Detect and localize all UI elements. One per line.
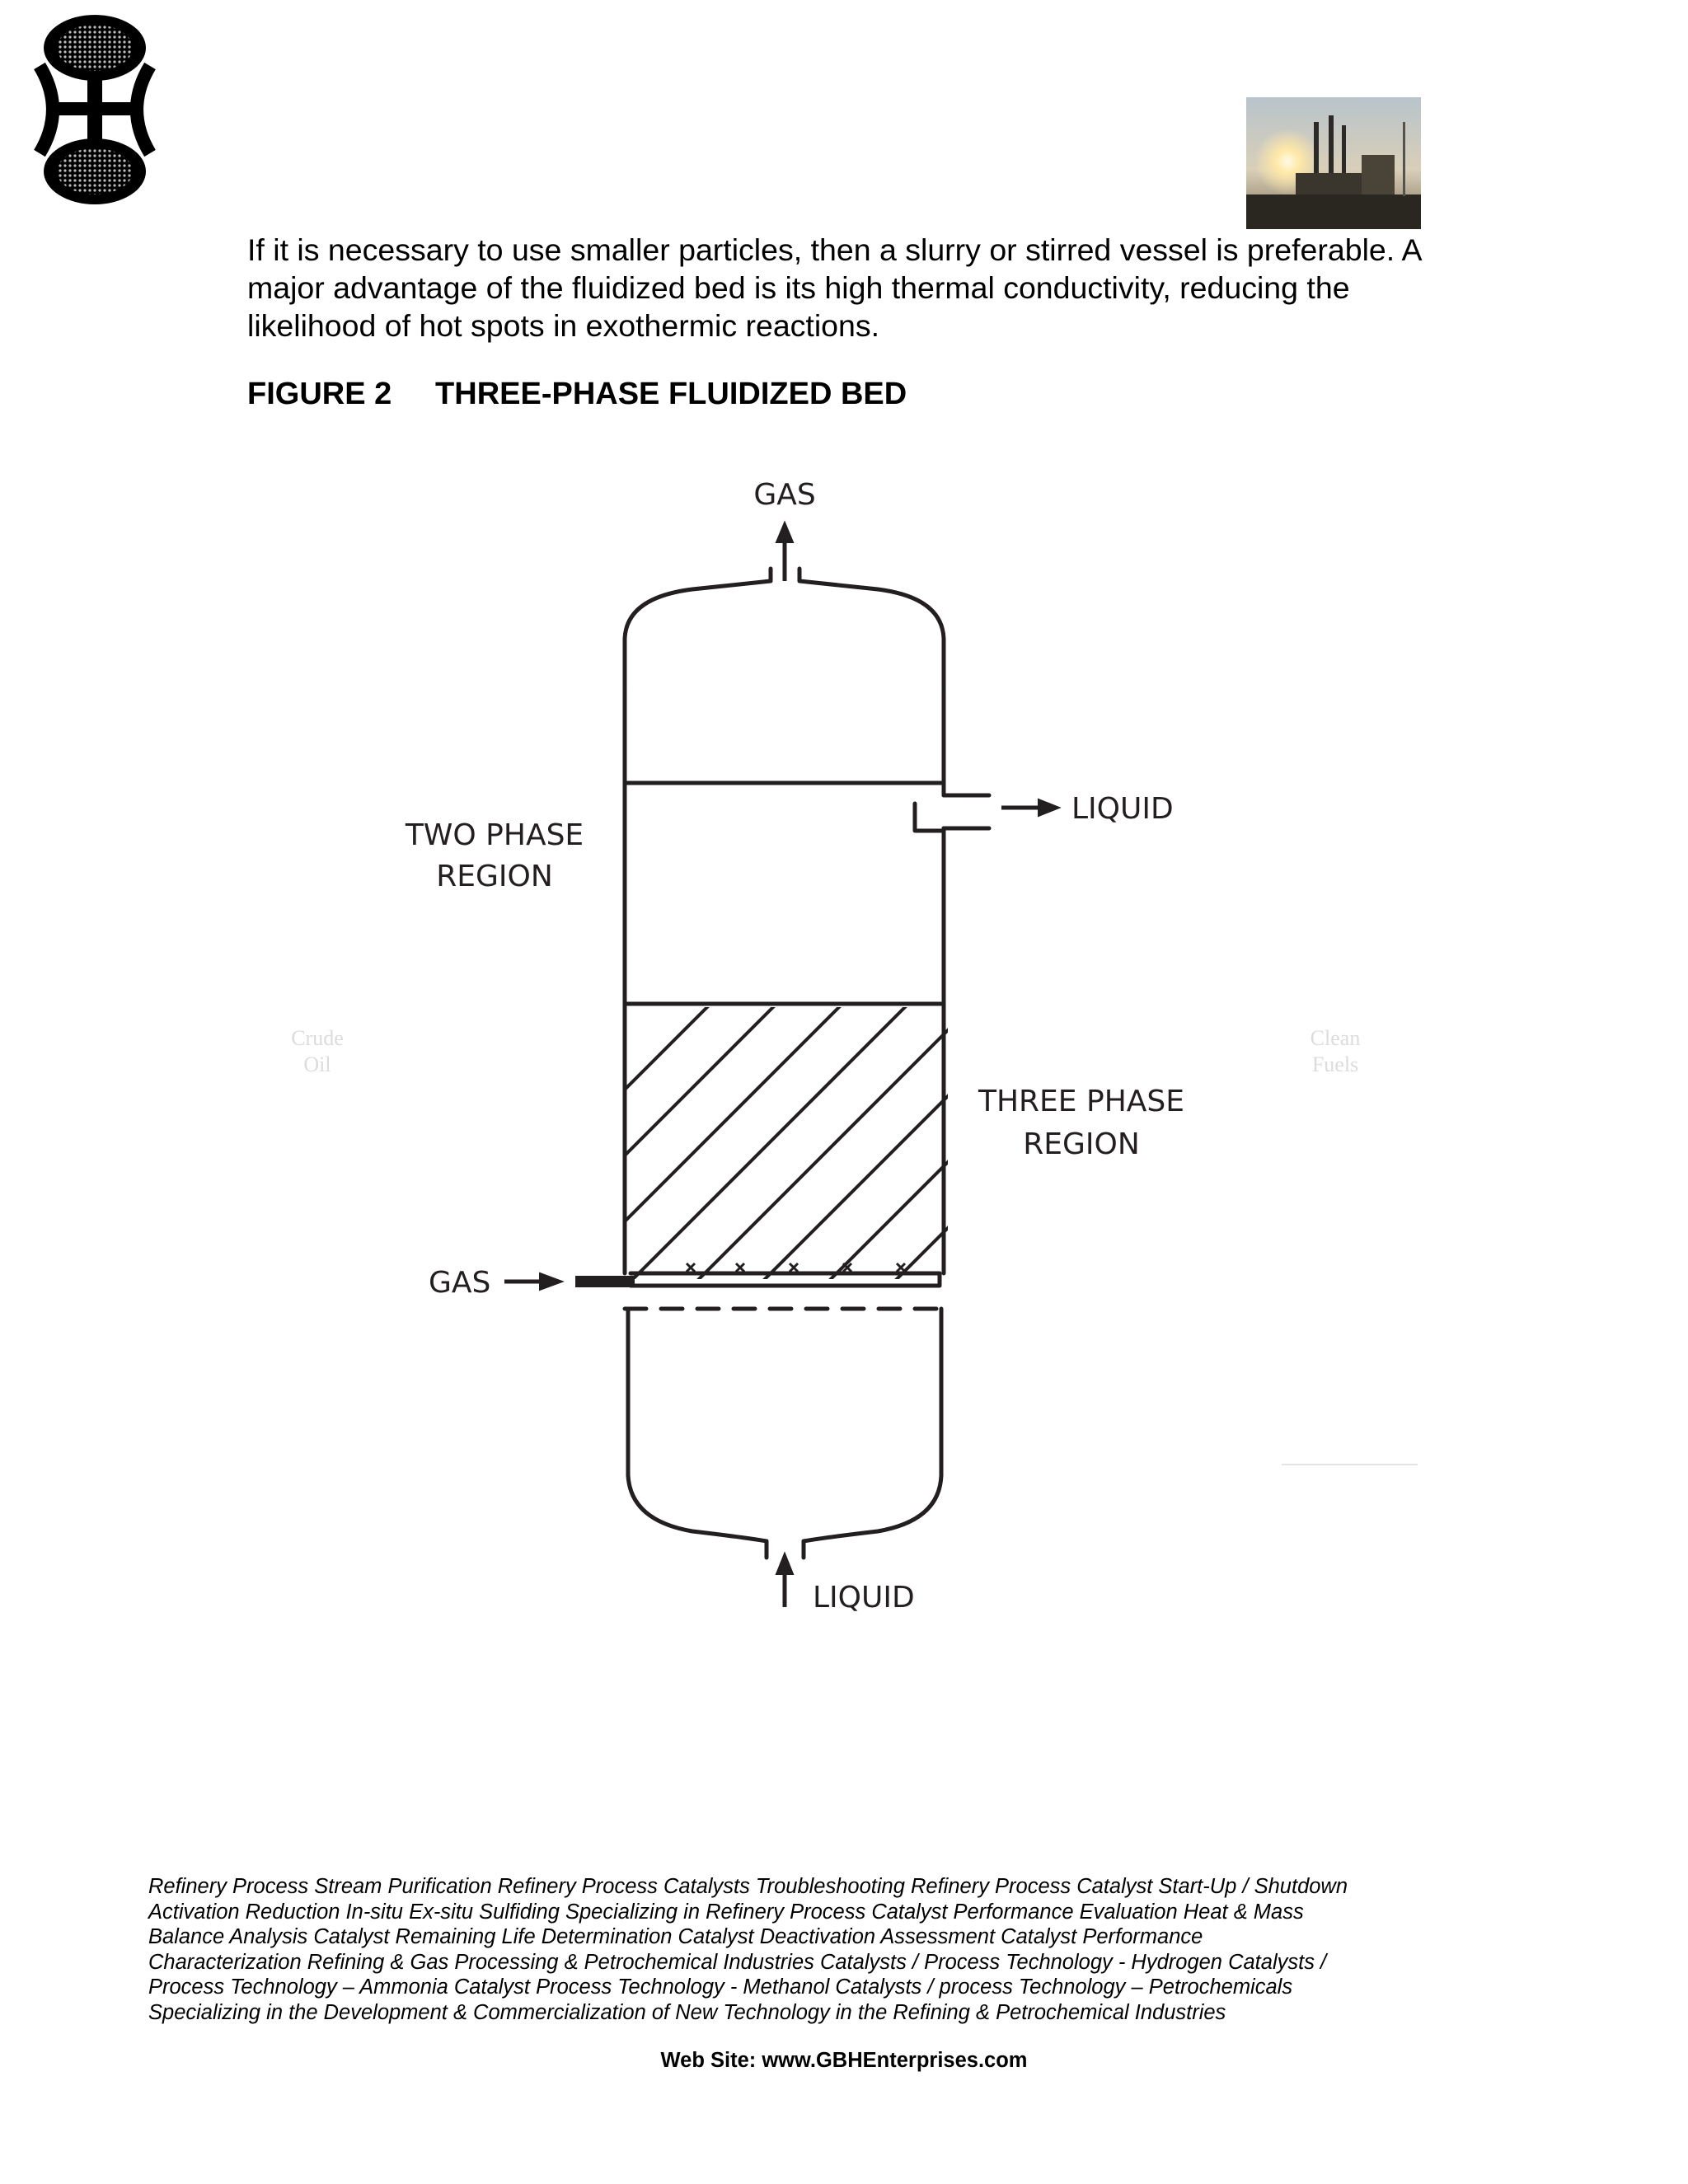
footer-line: Activation Reduction In-situ Ex-situ Sulfiding Specializing in Refinery Process Catalyst Performance Evaluation Heat & Mass	[148, 1900, 1304, 1924]
liquid-in-label: LIQUID	[813, 1581, 915, 1615]
footer-line: Process Technology – Ammonia Catalyst Process Technology - Methanol Catalysts / process Technology – Petrochemicals	[148, 1975, 1293, 1999]
vessel-top-left	[625, 569, 771, 688]
liquid-weir	[915, 804, 944, 831]
gas-out-arrow-head	[776, 523, 793, 542]
watermark-left: Crude Oil	[291, 1026, 344, 1076]
footer-line: Characterization Refining & Gas Processing & Petrochemical Industries Catalysts / Process Technology - Hydrogen Catalysts /	[148, 1950, 1327, 1974]
footer-line: Balance Analysis Catalyst Remaining Life Determination Catalyst Deactivation Assessment Catalyst Performance	[148, 1925, 1203, 1948]
three-phase-hatch	[610, 972, 989, 1319]
body-paragraph: If it is necessary to use smaller particles, then a slurry or stirred vessel is preferable. A major advantage of the fluidized bed is its high thermal conductivity, reducing the likelihood of hot spots in exothermic reactions.	[247, 232, 1421, 343]
sparger-marks	[687, 1263, 905, 1272]
distributor-plate	[631, 1273, 940, 1286]
three-phase-label-line1: THREE PHASE	[978, 1085, 1185, 1118]
three-phase-label-line2: REGION	[1023, 1127, 1140, 1161]
figure-title: FIGURE 2 THREE-PHASE FLUIDIZED BED	[247, 377, 907, 411]
faint-rule	[1282, 1464, 1418, 1465]
footer-line: Refinery Process Stream Purification Refinery Process Catalysts Troubleshooting Refinery Process Catalyst Start-Up / Shutdown	[148, 1875, 1348, 1898]
footer-services-text	[148, 1874, 1434, 2025]
liquid-out-label: LIQUID	[1071, 792, 1174, 826]
gas-in-label: GAS	[429, 1266, 491, 1300]
two-phase-label-line2: REGION	[436, 860, 553, 893]
two-phase-label-line1: TWO PHASE	[405, 818, 584, 852]
vessel-top-right	[799, 569, 944, 688]
gas-out-label: GAS	[753, 478, 816, 512]
gas-in-arrow-head	[540, 1273, 562, 1290]
footer-line: Specializing in the Development & Commercialization of New Technology in the Refining & Petrochemical Industries	[148, 2000, 1226, 2024]
liquid-out-arrow-head	[1039, 799, 1059, 816]
watermark-right: Clean Fuels	[1310, 1026, 1361, 1076]
website-link[interactable]: Web Site: www.GBHEnterprises.com	[660, 2049, 1028, 2072]
gas-inlet-pipe	[575, 1276, 635, 1287]
vessel-bottom-right	[804, 1309, 941, 1558]
vessel-bottom-left	[628, 1309, 767, 1558]
liquid-in-arrow-head	[776, 1554, 793, 1574]
